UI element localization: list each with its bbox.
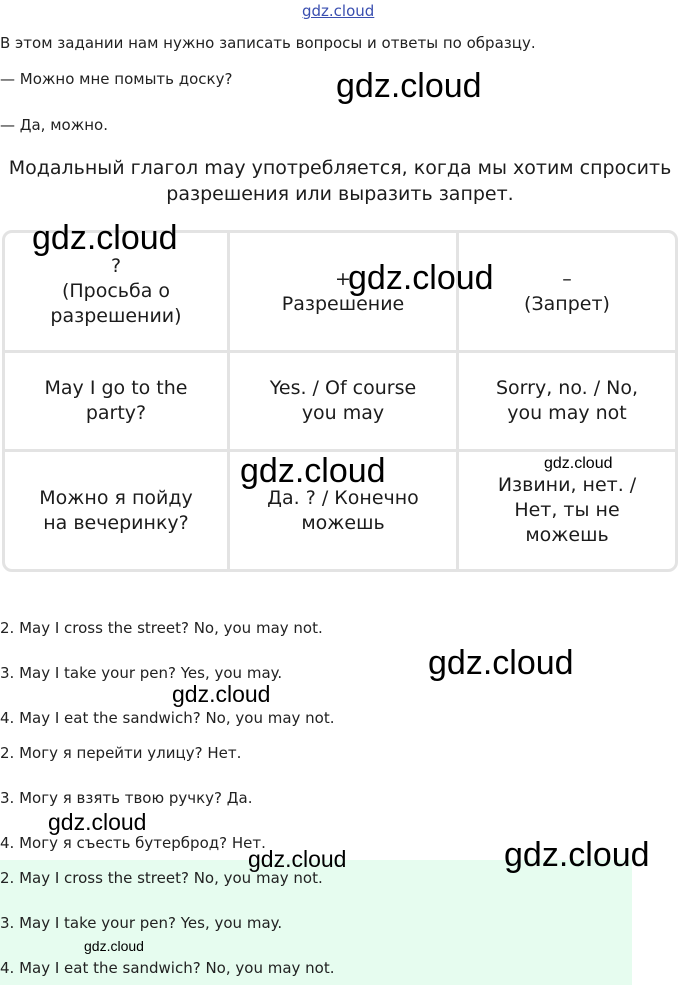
header-permission: + Разрешение xyxy=(230,233,459,353)
rule-heading: Модальный глагол may употребляется, когда мы хотим спросить разрешения или выразить запрет. xyxy=(8,157,672,205)
watermark: gdz.cloud xyxy=(248,846,347,872)
answer-highlight-line: 4. May I eat the sandwich? No, you may not. xyxy=(0,959,335,977)
answer-en-line: 3. May I take your pen? Yes, you may. xyxy=(0,664,283,682)
table-cell: May I go to the party? xyxy=(5,353,230,452)
watermark: gdz.cloud xyxy=(84,938,144,954)
answer-highlight-line: 2. May I cross the street? No, you may not. xyxy=(0,869,323,887)
modal-table xyxy=(2,230,678,572)
answer-ru-line: 3. Могу я взять твою ручку? Да. xyxy=(0,789,253,807)
table-cell: Да. ? / Конечно можешь xyxy=(230,452,459,569)
watermark: gdz.cloud xyxy=(172,681,271,707)
table-cell: Извини, нет. / Нет, ты не можешь xyxy=(497,474,637,546)
answer-en-line: 4. May I eat the sandwich? No, you may not. xyxy=(0,709,335,727)
watermark: gdz.cloud xyxy=(348,259,494,297)
intro-text: В этом задании нам нужно записать вопросы и ответы по образцу. xyxy=(0,34,536,52)
answer-ru-line: 2. Могу я перейти улицу? Нет. xyxy=(0,744,242,762)
example-question: — Можно мне помыть доску? xyxy=(0,70,233,88)
answer-highlight-line: 3. May I take your pen? Yes, you may. xyxy=(0,914,283,932)
table-cell: Yes. / Of course you may xyxy=(230,353,459,452)
watermark: gdz.cloud xyxy=(504,836,650,874)
watermark: gdz.cloud xyxy=(240,452,386,490)
watermark: gdz.cloud xyxy=(32,219,178,257)
answer-en-line: 2. May I cross the street? No, you may not. xyxy=(0,619,323,637)
watermark: gdz.cloud xyxy=(544,455,613,472)
answer-ru-line: 4. Могу я съесть бутерброд? Нет. xyxy=(0,834,266,852)
table-cell: Можно я пойду на вечеринку? xyxy=(5,452,230,569)
header-request: ? (Просьба о разрешении) xyxy=(5,233,230,353)
site-link[interactable]: gdz.cloud xyxy=(302,2,375,20)
watermark: gdz.cloud xyxy=(336,67,482,105)
watermark: gdz.cloud xyxy=(428,644,574,682)
example-answer: — Да, можно. xyxy=(0,116,108,134)
watermark: gdz.cloud xyxy=(48,809,147,835)
table-cell: Sorry, no. / No, you may not xyxy=(459,353,675,452)
header-prohibition: – (Запрет) xyxy=(459,233,675,353)
